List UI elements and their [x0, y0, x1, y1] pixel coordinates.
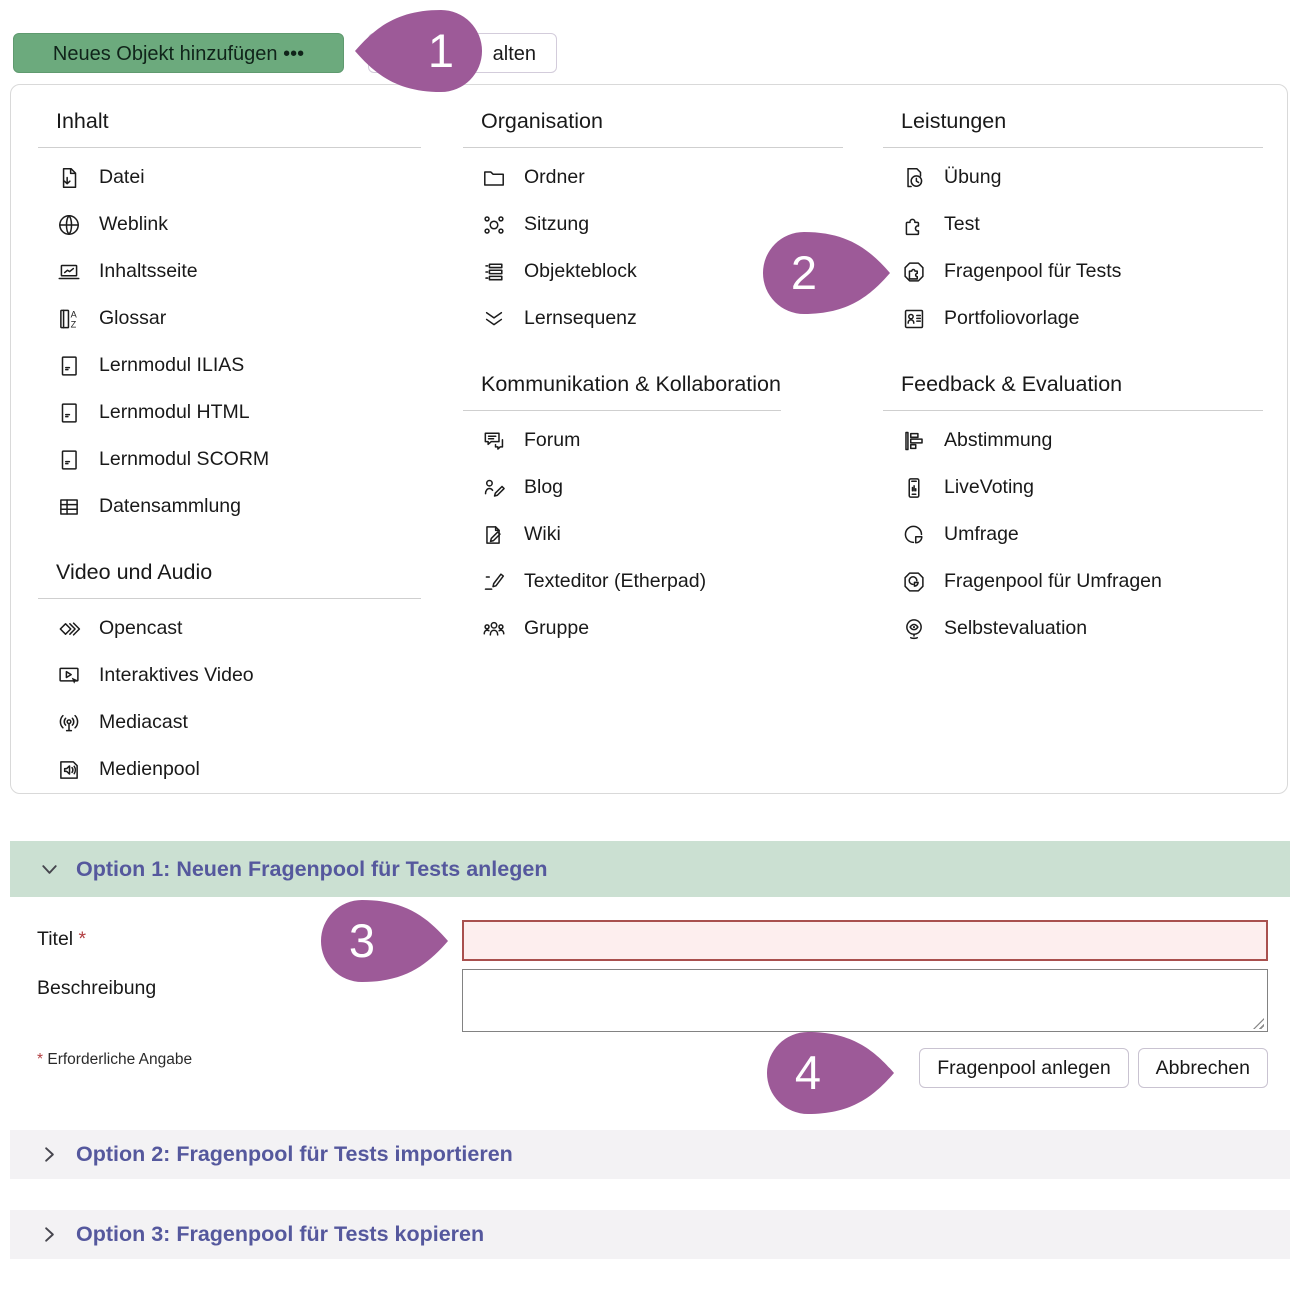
learning-module-icon: [56, 400, 82, 426]
accordion-option1-header[interactable]: [10, 841, 1290, 897]
menu-item-label: Lernmodul ILIAS: [99, 354, 245, 376]
required-asterisk: *: [37, 1051, 44, 1068]
title-field-label: Titel *: [37, 928, 87, 950]
menu-item-label: Texteditor (Etherpad): [524, 570, 707, 592]
add-object-dropdown-panel: [10, 84, 1288, 794]
accordion-option2-title: Option 2: Fragenpool für Tests importieren: [76, 1142, 513, 1166]
menu-item-interaktives-video[interactable]: [56, 652, 421, 699]
menu-item-selbstevaluation[interactable]: [901, 605, 1263, 652]
globe-icon: [56, 212, 82, 238]
accordion-option2-header[interactable]: [10, 1130, 1290, 1179]
section-feedback-evaluation: [883, 370, 1263, 652]
menu-item-ordner[interactable]: [481, 154, 843, 201]
accordion-option1-title: Option 1: Neuen Fragenpool für Tests anlegen: [76, 856, 548, 881]
description-field-label: Beschreibung: [37, 977, 157, 999]
menu-item-uebung[interactable]: [901, 154, 1263, 201]
callout-marker-4: [762, 1029, 896, 1117]
menu-item-wiki[interactable]: [481, 511, 843, 558]
create-question-pool-button[interactable]: Fragenpool anlegen: [919, 1048, 1128, 1088]
bar-chart-icon: [901, 428, 927, 454]
section-title-kommunikation: Kommunikation & Kollaboration: [463, 370, 781, 411]
chevron-down-icon: [38, 858, 61, 881]
menu-item-label: Interaktives Video: [99, 664, 254, 686]
chevron-right-icon: [38, 1223, 61, 1246]
laptop-icon: [56, 259, 82, 285]
dropdown-column-1: [38, 107, 421, 793]
partially-hidden-button[interactable]: alten: [368, 33, 557, 73]
menu-item-label: Weblink: [99, 213, 169, 235]
menu-item-glossar[interactable]: [56, 295, 421, 342]
menu-item-umfrage[interactable]: [901, 511, 1263, 558]
menu-item-lernmodul-scorm[interactable]: [56, 436, 421, 483]
id-card-icon: [901, 306, 927, 332]
media-pool-icon: [56, 757, 82, 783]
page-clock-icon: [901, 165, 927, 191]
menu-item-datei[interactable]: [56, 154, 421, 201]
puzzle-octagon-icon: [901, 259, 927, 285]
opencast-icon: [56, 616, 82, 642]
section-title-leistungen: Leistungen: [883, 107, 1263, 148]
menu-item-label: Glossar: [99, 307, 167, 329]
menu-item-weblink[interactable]: [56, 201, 421, 248]
dropdown-column-2: [463, 107, 843, 652]
people-group-icon: [481, 616, 507, 642]
dropdown-column-3: [883, 107, 1263, 652]
interactive-video-icon: [56, 663, 82, 689]
menu-item-label: Übung: [944, 166, 1002, 188]
data-table-icon: [56, 494, 82, 520]
accordion-option3-title: Option 3: Fragenpool für Tests kopieren: [76, 1222, 485, 1246]
menu-item-label: Forum: [524, 429, 581, 451]
menu-item-label: Fragenpool für Tests: [944, 260, 1122, 282]
glossary-icon: [56, 306, 82, 332]
menu-item-datensammlung[interactable]: [56, 483, 421, 530]
menu-item-portfoliovorlage[interactable]: [901, 295, 1263, 342]
item-block-icon: [481, 259, 507, 285]
section-title-inhalt: Inhalt: [38, 107, 421, 148]
menu-item-label: Portfoliovorlage: [944, 307, 1080, 329]
section-leistungen: [883, 107, 1263, 342]
menu-item-label: Test: [944, 213, 980, 235]
section-kommunikation: [463, 370, 843, 652]
pen-writing-icon: [481, 569, 507, 595]
callout-marker-2-number: 2: [790, 246, 818, 299]
learning-module-icon: [56, 447, 82, 473]
session-network-icon: [481, 212, 507, 238]
menu-item-label: Medienpool: [99, 758, 200, 780]
menu-item-lernmodul-html[interactable]: [56, 389, 421, 436]
menu-item-fragenpool-fuer-umfragen[interactable]: [901, 558, 1263, 605]
add-new-object-button[interactable]: Neues Objekt hinzufügen •••: [13, 33, 344, 73]
menu-item-label: Mediacast: [99, 711, 188, 733]
menu-item-texteditor[interactable]: [481, 558, 843, 605]
cancel-button[interactable]: Abbrechen: [1138, 1048, 1268, 1088]
title-input[interactable]: [462, 920, 1268, 961]
section-title-feedback-evaluation: Feedback & Evaluation: [883, 370, 1263, 411]
chevron-right-icon: [38, 1143, 61, 1166]
speech-bubbles-icon: [481, 428, 507, 454]
menu-item-mediacast[interactable]: [56, 699, 421, 746]
puzzle-piece-icon: [901, 212, 927, 238]
menu-item-label: Selbstevaluation: [944, 617, 1088, 639]
person-pencil-icon: [481, 475, 507, 501]
callout-marker-1-number: 1: [427, 24, 455, 77]
page-pencil-icon: [481, 522, 507, 548]
menu-item-label: Datensammlung: [99, 495, 241, 517]
section-title-video-und-audio: Video und Audio: [38, 558, 421, 599]
menu-item-fragenpool-fuer-tests[interactable]: [901, 248, 1263, 295]
accordion-option3-header[interactable]: [10, 1210, 1290, 1259]
callout-marker-3-number: 3: [348, 914, 376, 967]
menu-item-label: Umfrage: [944, 523, 1019, 545]
menu-item-gruppe[interactable]: [481, 605, 843, 652]
broadcast-antenna-icon: [56, 710, 82, 736]
pie-chart-icon: [901, 522, 927, 548]
callout-marker-1: [353, 7, 487, 95]
section-title-organisation: Organisation: [463, 107, 843, 148]
menu-item-label: Objekteblock: [524, 260, 637, 282]
callout-marker-2: [758, 229, 892, 317]
menu-item-abstimmung[interactable]: [901, 417, 1263, 464]
menu-item-label: Wiki: [524, 523, 561, 545]
menu-item-label: Abstimmung: [944, 429, 1053, 451]
menu-item-label: Inhaltsseite: [99, 260, 198, 282]
menu-item-label: LiveVoting: [944, 476, 1034, 498]
menu-item-medienpool[interactable]: [56, 746, 421, 793]
menu-item-blog[interactable]: [481, 464, 843, 511]
required-asterisk: *: [78, 928, 87, 950]
menu-item-label: Lernsequenz: [524, 307, 637, 329]
menu-item-forum[interactable]: [481, 417, 843, 464]
callout-marker-4-number: 4: [794, 1046, 822, 1099]
pie-octagon-icon: [901, 569, 927, 595]
menu-item-label: Blog: [524, 476, 564, 498]
menu-item-label: Datei: [99, 166, 145, 188]
menu-item-label: Sitzung: [524, 213, 590, 235]
menu-item-label: Fragenpool für Umfragen: [944, 570, 1162, 592]
menu-item-label: Ordner: [524, 166, 585, 188]
file-download-icon: [56, 165, 82, 191]
folder-icon: [481, 165, 507, 191]
double-chevron-down-icon: [481, 306, 507, 332]
learning-module-icon: [56, 353, 82, 379]
menu-item-label: Lernmodul HTML: [99, 401, 250, 423]
section-inhalt: [38, 107, 421, 530]
eye-mirror-icon: [901, 616, 927, 642]
menu-item-livevoting[interactable]: [901, 464, 1263, 511]
description-textarea[interactable]: [462, 969, 1268, 1032]
menu-item-label: Gruppe: [524, 617, 590, 639]
section-video-und-audio: [38, 558, 421, 793]
menu-item-label: Opencast: [99, 617, 183, 639]
phone-chart-icon: [901, 475, 927, 501]
callout-marker-3: [316, 897, 450, 985]
menu-item-opencast[interactable]: [56, 605, 421, 652]
menu-item-inhaltsseite[interactable]: [56, 248, 421, 295]
menu-item-lernmodul-ilias[interactable]: [56, 342, 421, 389]
menu-item-label: Lernmodul SCORM: [99, 448, 270, 470]
menu-item-test[interactable]: [901, 201, 1263, 248]
required-field-note: * Erforderliche Angabe: [37, 1051, 193, 1068]
